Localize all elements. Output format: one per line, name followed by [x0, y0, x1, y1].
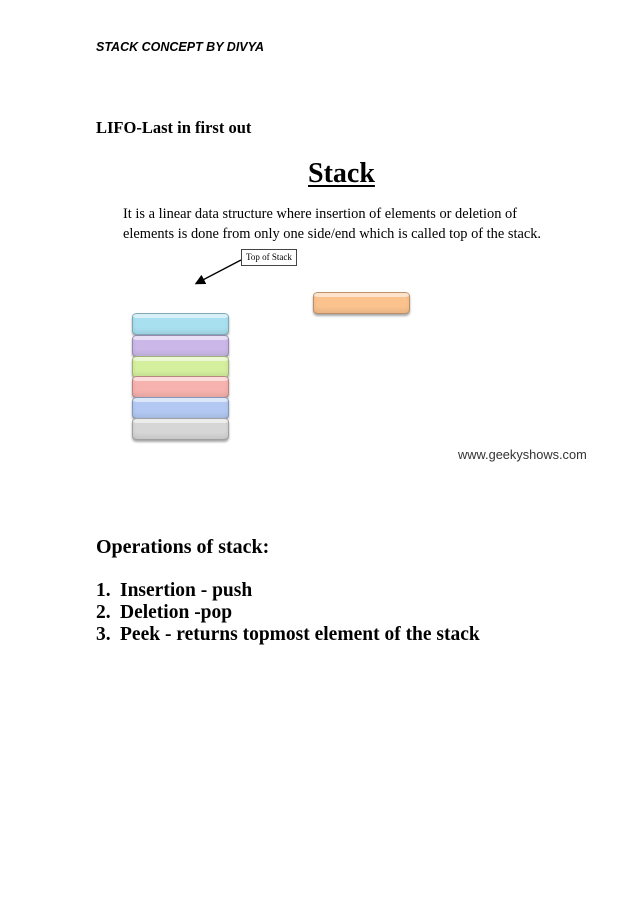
lifo-heading: LIFO-Last in first out [96, 118, 252, 137]
stack-element-3 [132, 356, 229, 378]
operations-title: Operations of stack: [96, 536, 270, 558]
figure-title: Stack [308, 158, 375, 189]
watermark: www.geekyshows.com [458, 447, 587, 462]
stack-element-6 [132, 418, 229, 440]
operations-list [96, 580, 480, 646]
list-item: 1. Insertion - push [96, 580, 253, 601]
top-of-stack-callout: Top of Stack [241, 249, 297, 266]
figure-description: It is a linear data structure where insertion of elements or deletion of elements is done from only one side/end which is called top of the stack. [123, 206, 542, 242]
list-item: 2. Deletion -pop [96, 602, 233, 623]
list-item: 3. Peek - returns topmost element of the stack [96, 624, 480, 645]
stack-element-4 [132, 376, 229, 398]
stack-element-2 [132, 335, 229, 357]
stack-element-1 [132, 313, 229, 335]
page-header: STACK CONCEPT BY DIVYA [96, 40, 265, 54]
stack-figure [0, 150, 638, 470]
stack-element-5 [132, 397, 229, 419]
popped-element [313, 292, 410, 314]
